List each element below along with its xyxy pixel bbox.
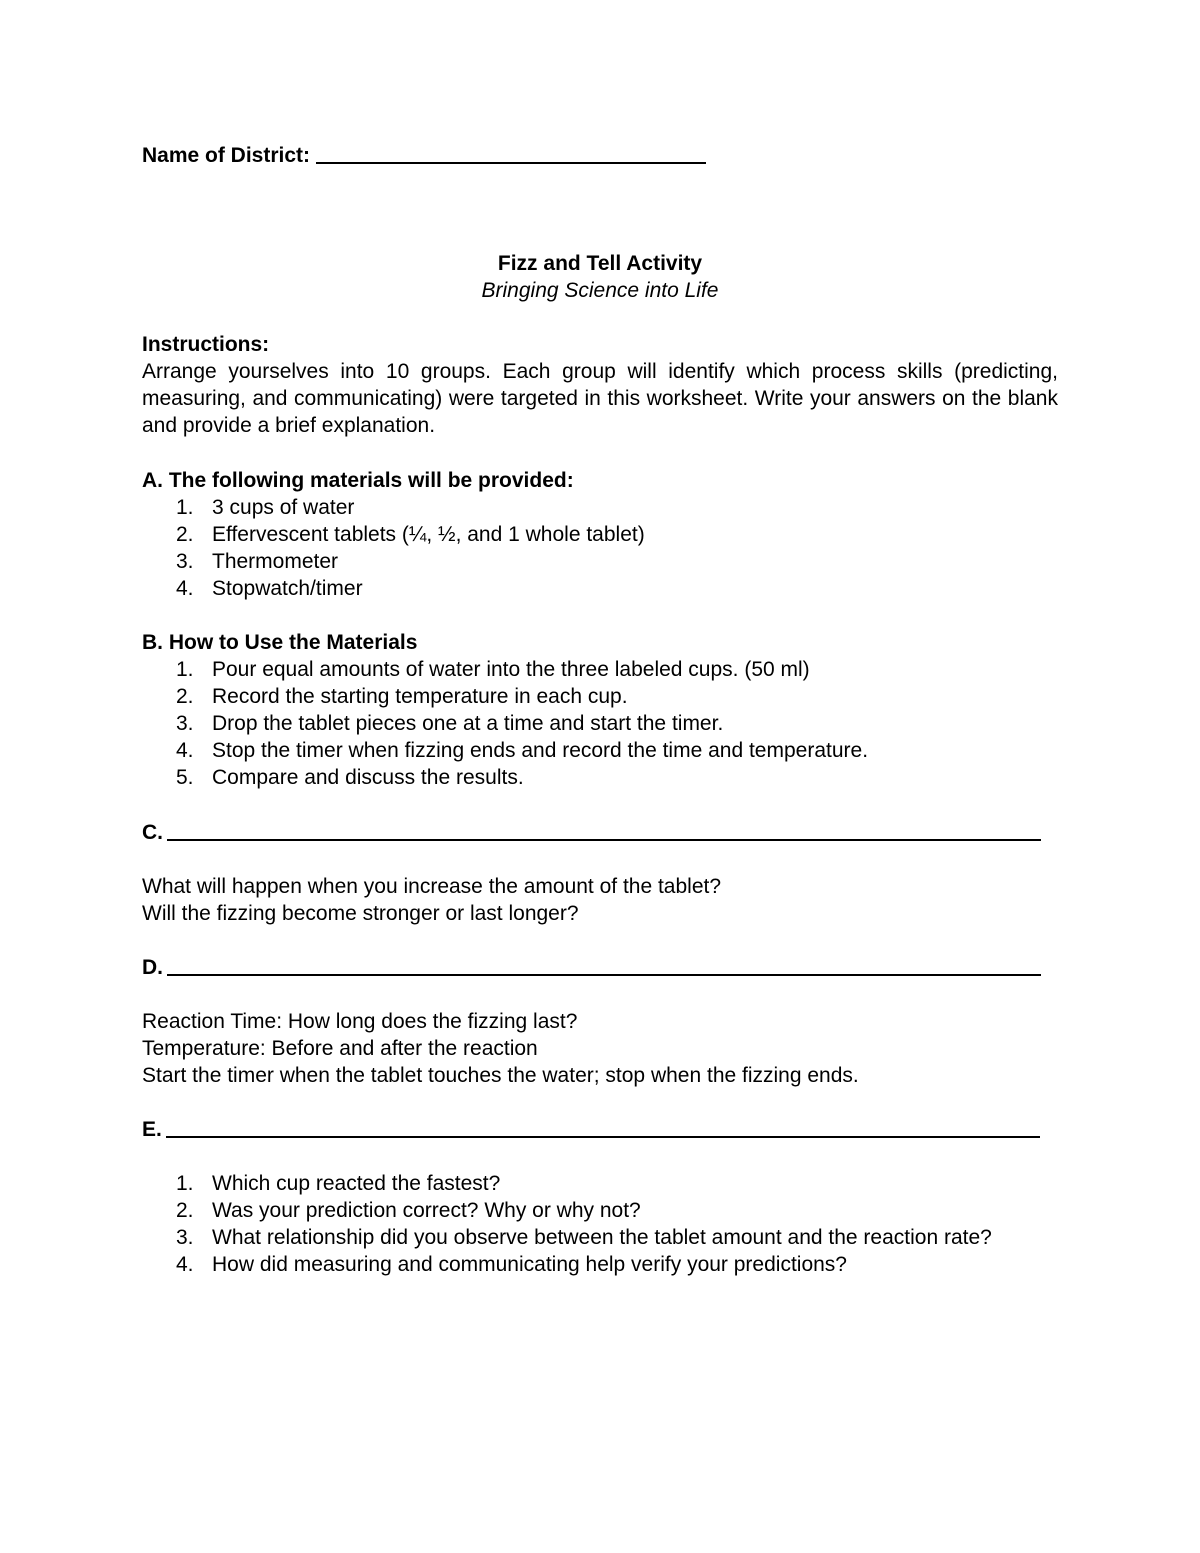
section-c-label: C. [142,821,163,844]
list-item [142,575,1058,602]
section-d-label: D. [142,956,163,979]
materials-list [142,494,1058,602]
section-d-prompt: Temperature: Before and after the reaction [142,1037,538,1060]
list-text: Pour equal amounts of water into the three labeled cups. (50 ml) [212,658,810,681]
list-number: 1. [176,496,194,519]
list-item [142,1170,1058,1197]
list-text: Was your prediction correct? Why or why not? [212,1199,641,1222]
section-e-label: E. [142,1118,162,1141]
list-text: Drop the tablet pieces one at a time and start the timer. [212,712,724,735]
list-number: 5. [176,766,194,789]
list-text: How did measuring and communicating help verify your predictions? [212,1253,847,1276]
list-number: 1. [176,1172,194,1195]
instructions-block [142,331,1058,439]
list-number: 4. [176,739,194,762]
section-c-question: What will happen when you increase the amount of the tablet? [142,875,722,898]
questions-list [142,1170,1058,1278]
list-number: 3. [176,1226,194,1249]
list-item [142,683,1058,710]
section-d-blank[interactable] [167,954,1041,976]
list-text: Which cup reacted the fastest? [212,1172,501,1195]
list-item [142,656,1058,683]
section-d-answer-line [142,954,1058,981]
list-text: 3 cups of water [212,496,355,519]
list-item [142,1251,1058,1278]
list-item [142,1197,1058,1224]
list-number: 2. [176,1199,194,1222]
list-number: 4. [176,577,194,600]
page-title: Fizz and Tell Activity [497,252,703,275]
list-number: 2. [176,523,194,546]
page-subtitle: Bringing Science into Life [481,279,719,302]
section-a [142,467,1058,602]
instructions-text: Arrange yourselves into 10 groups. Each group will identify which process skills (predicting, measuring, and communicating) were targeted in this worksheet. Write your answers on the blank and provide a brief explanation. [142,360,1058,437]
list-item [142,1224,1058,1251]
list-text: Stopwatch/timer [212,577,363,600]
section-e-blank[interactable] [166,1116,1040,1138]
list-item [142,737,1058,764]
section-d [142,954,1058,1089]
district-blank[interactable] [316,142,706,164]
section-e-answer-line [142,1116,1058,1143]
list-number: 4. [176,1253,194,1276]
instructions-heading: Instructions: [142,333,270,356]
list-text: What relationship did you observe between the tablet amount and the reaction rate? [212,1226,992,1249]
list-item [142,548,1058,575]
section-c [142,819,1058,927]
list-item [142,764,1058,791]
district-field [142,142,706,169]
section-d-prompt: Reaction Time: How long does the fizzing last? [142,1010,578,1033]
section-b-heading: B. How to Use the Materials [142,631,418,654]
section-c-answer-line [142,819,1058,846]
list-text: Compare and discuss the results. [212,766,524,789]
district-label: Name of District: [142,144,311,167]
section-c-blank[interactable] [167,819,1041,841]
list-text: Record the starting temperature in each cup. [212,685,628,708]
list-text: Effervescent tablets (¼, ½, and 1 whole tablet) [212,523,645,546]
section-c-question: Will the fizzing become stronger or last longer? [142,902,579,925]
section-d-prompt: Start the timer when the tablet touches the water; stop when the fizzing ends. [142,1064,859,1087]
section-a-heading: A. The following materials will be provided: [142,469,574,492]
list-text: Thermometer [212,550,339,573]
list-number: 3. [176,712,194,735]
list-number: 1. [176,658,194,681]
steps-list [142,656,1058,791]
list-item [142,521,1058,548]
list-item [142,494,1058,521]
section-b [142,629,1058,791]
title-block [142,250,1058,304]
list-number: 2. [176,685,194,708]
list-number: 3. [176,550,194,573]
list-item [142,710,1058,737]
list-text: Stop the timer when fizzing ends and record the time and temperature. [212,739,869,762]
section-e [142,1116,1058,1278]
